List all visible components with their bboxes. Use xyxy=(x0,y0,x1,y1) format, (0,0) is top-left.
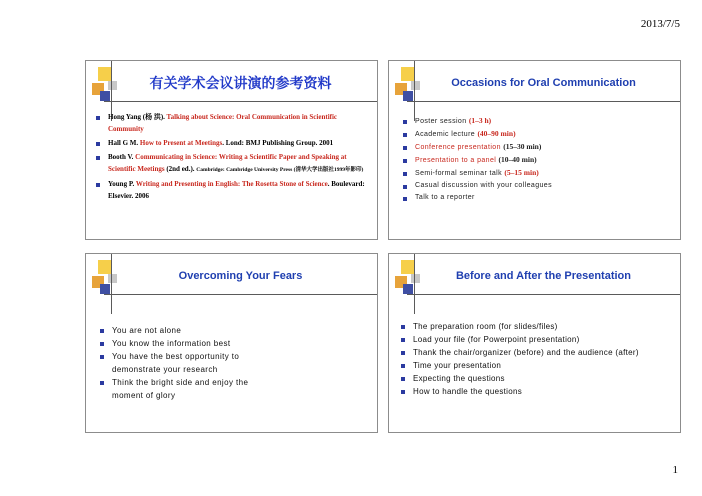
slide-occasions xyxy=(388,60,681,240)
page-number: 1 xyxy=(672,464,678,476)
slide-title: Overcoming Your Fears xyxy=(178,270,303,282)
list-item: Presentation to a panel (10–40 min) xyxy=(403,154,673,167)
slide-decoration xyxy=(86,254,126,314)
occasion-list xyxy=(403,115,673,204)
fears-list xyxy=(100,324,270,402)
slide-before-after xyxy=(388,253,681,433)
slide-title: Occasions for Oral Communication xyxy=(451,77,636,89)
list-item: Time your presentation xyxy=(401,359,676,372)
slide-references xyxy=(85,60,378,240)
list-item: Expecting the questions xyxy=(401,372,676,385)
list-item: Conference presentation (15–30 min) xyxy=(403,141,673,154)
list-item: You have the best opportunity to demonstrate your research xyxy=(100,350,270,376)
list-item: Poster session (1–3 h) xyxy=(403,115,673,128)
slide-fears xyxy=(85,253,378,433)
slide-decoration xyxy=(389,61,429,121)
list-item: Think the bright side and enjoy the moment of glory xyxy=(100,376,270,402)
list-item: How to handle the questions xyxy=(401,385,676,398)
list-item: Casual discussion with your colleagues xyxy=(403,180,673,192)
list-item: You are not alone xyxy=(100,324,270,337)
reference-item: Booth V. Communicating in Science: Writing a Scientific Paper and Speaking at Scientific Meetings (2nd ed.). Cambridge: Cambridge University Press (清华大学出版社1999年影印) xyxy=(96,151,366,176)
slide-title: 有关学术会议讲演的参考资料 xyxy=(149,76,332,92)
page-date: 2013/7/5 xyxy=(640,18,680,30)
list-item: Academic lecture (40–90 min) xyxy=(403,128,673,141)
list-item: You know the information best xyxy=(100,337,270,350)
list-item: Thank the chair/organizer (before) and the audience (after) xyxy=(401,346,676,359)
list-item: Semi-formal seminar talk (5–15 min) xyxy=(403,167,673,180)
list-item: Load your file (for Powerpoint presentation) xyxy=(401,333,676,346)
slide-title: Before and After the Presentation xyxy=(455,270,631,282)
list-item: Talk to a reporter xyxy=(403,192,673,204)
reference-item: Hong Yang (杨 洪). Talking about Science: Oral Communication in Scientific Community xyxy=(96,111,366,135)
presentation-list xyxy=(401,320,676,398)
reference-item: Hall G M. How to Present at Meetings. Lond: BMJ Publishing Group. 2001 xyxy=(96,137,366,149)
reference-item: Young P. Writing and Presenting in English: The Rosetta Stone of Science. Boulevard: Elsevier. 2006 xyxy=(96,178,366,202)
slide-decoration xyxy=(389,254,429,314)
list-item: The preparation room (for slides/files) xyxy=(401,320,676,333)
reference-list xyxy=(96,111,366,204)
